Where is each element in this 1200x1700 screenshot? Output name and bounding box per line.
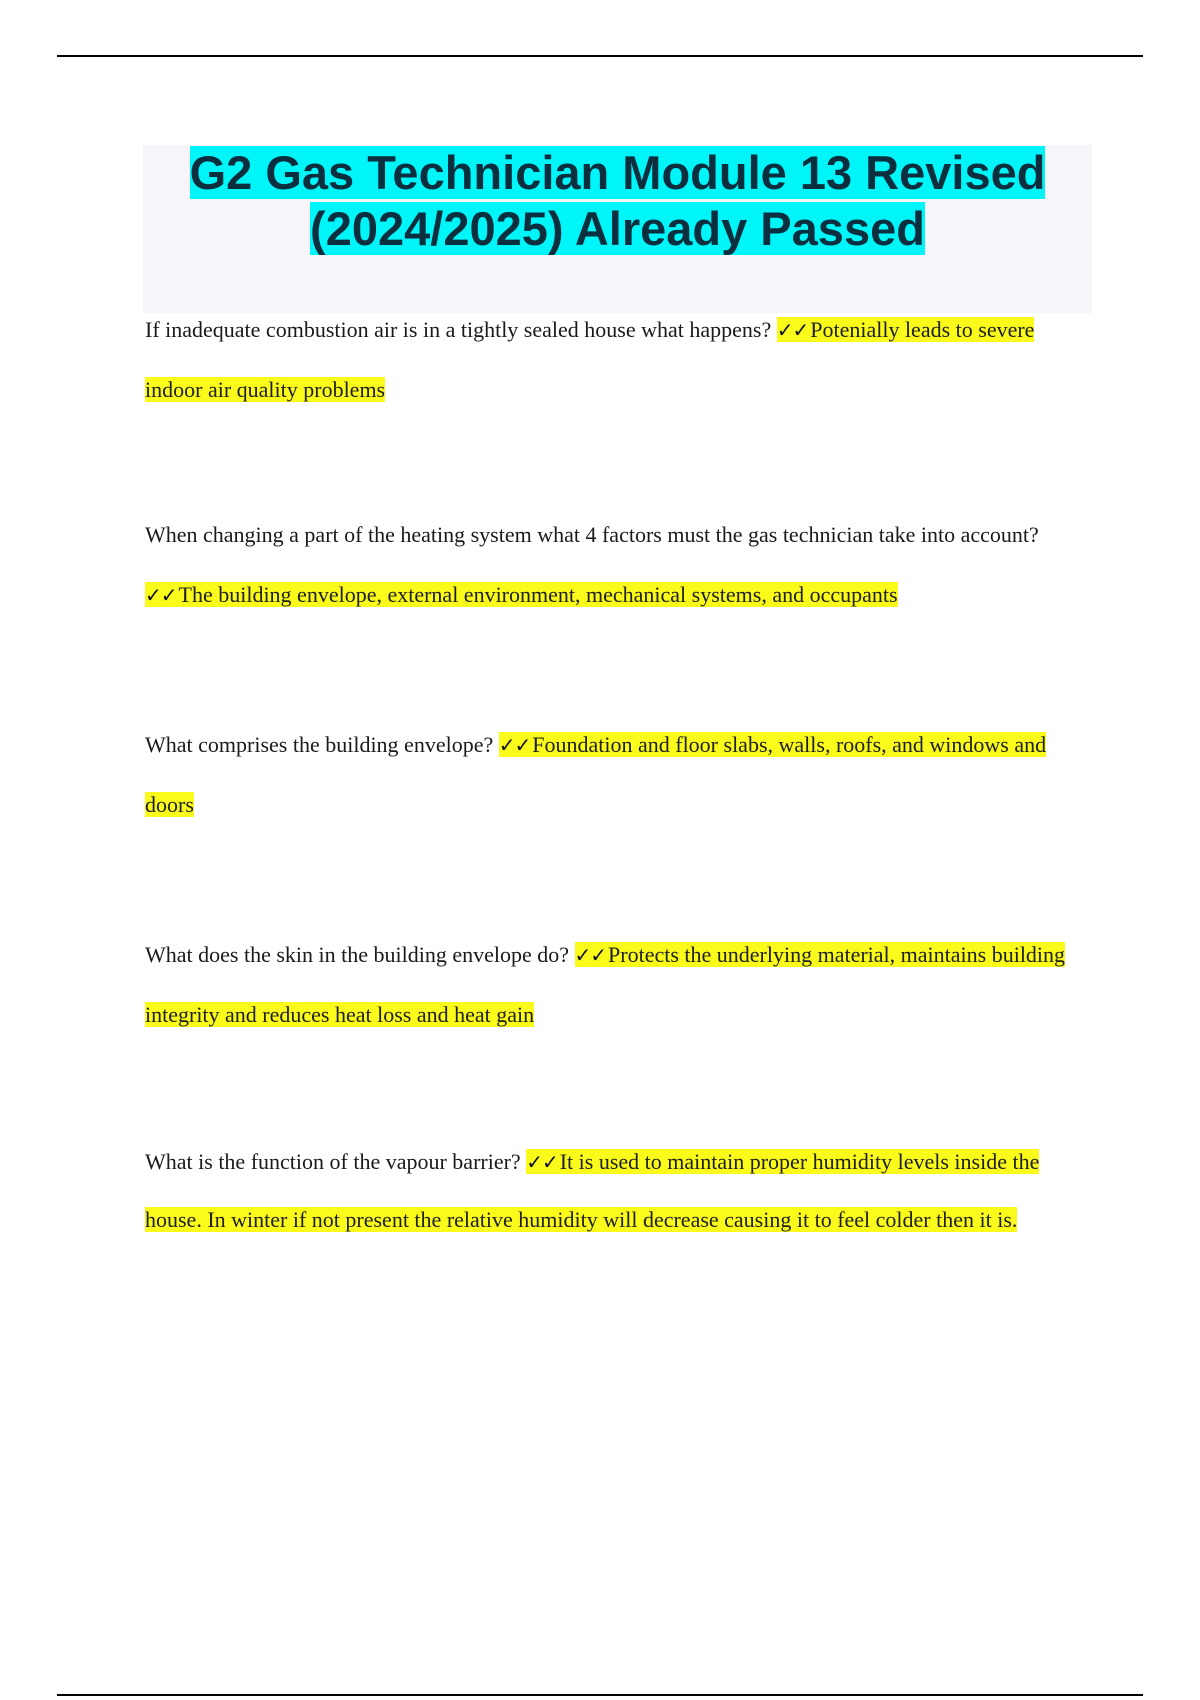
double-check-icon: ✓✓ [574,943,607,967]
answer-highlight [145,582,898,607]
answer-text: Protects the underlying material, maintains building integrity and reduces heat loss and heat gain [145,942,1066,1027]
double-check-icon: ✓✓ [526,1150,558,1174]
answer-text: It is used to maintain proper humidity levels inside the house. In winter if not present the relative humidity will decrease causing it to feel colder then it is. [145,1149,1040,1232]
qa-item [145,300,1085,420]
double-check-icon: ✓✓ [776,318,809,342]
answer-text: Foundation and floor slabs, walls, roofs, and windows and doors [145,732,1047,817]
answer-text: The building envelope, external environment, mechanical systems, and occupants [178,582,898,607]
qa-item [145,925,1085,1045]
title-banner [143,145,1092,313]
bottom-rule [57,1694,1143,1696]
document-title: G2 Gas Technician Module 13 Revised (2024/2025) Already Passed [189,146,1046,255]
double-check-icon: ✓✓ [145,583,177,607]
question-text: When changing a part of the heating system what 4 factors must the gas technician take into account? [145,522,1039,547]
double-check-icon: ✓✓ [498,733,531,757]
qa-item [145,715,1085,835]
question-text: What is the function of the vapour barrier? [145,1149,521,1174]
question-text: What comprises the building envelope? [145,732,494,757]
qa-item [145,505,1085,625]
qa-item [145,1133,1085,1248]
question-text: What does the skin in the building envelope do? [145,942,570,967]
top-rule [57,55,1143,57]
question-text: If inadequate combustion air is in a tightly sealed house what happens? [145,317,772,342]
answer-text: Potenially leads to severe indoor air quality problems [145,317,1035,402]
